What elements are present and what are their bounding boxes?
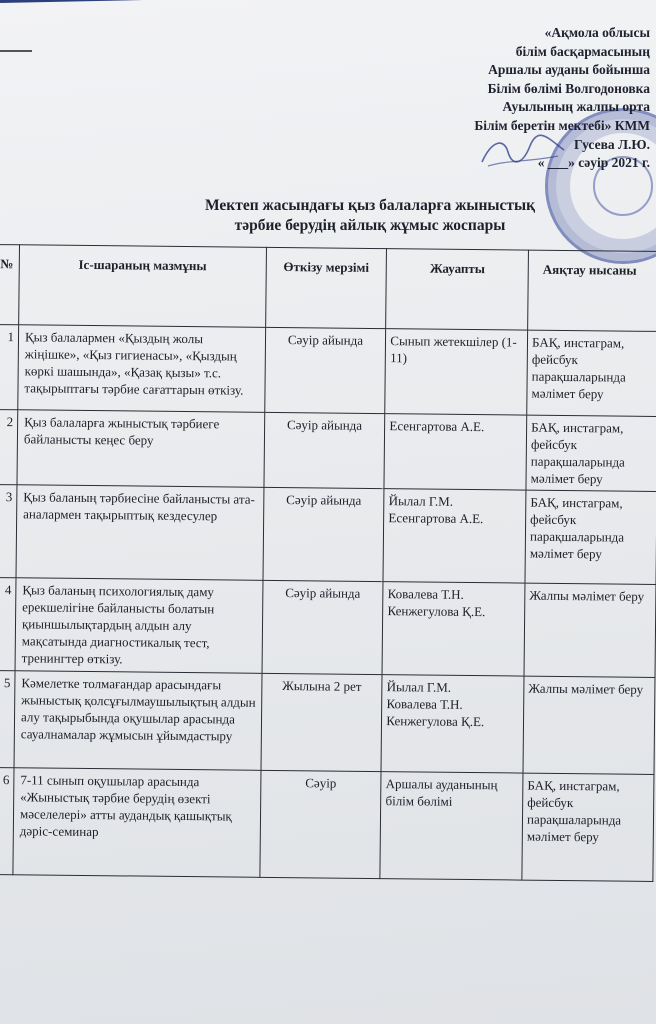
table-row — [0, 577, 656, 677]
table-row — [0, 325, 656, 417]
row-form: БАҚ, инстаграм, фейсбук парақшаларында мәлімет беру — [525, 490, 656, 584]
row-responsible: Йылал Г.М. Есенгартова А.Е. — [383, 489, 526, 583]
document-title — [160, 196, 580, 236]
table-row — [0, 670, 655, 774]
row-form: Жалпы мәлімет беру — [524, 583, 656, 677]
header-date: Өткізу мерзімі — [265, 247, 387, 328]
header-content: Іс-шараның мазмұны — [19, 245, 266, 328]
table-row — [0, 484, 656, 584]
row-num: 2 — [0, 409, 18, 484]
row-form: БАҚ, инстаграм, фейсбук парақшаларында мәлімет беру — [526, 415, 656, 491]
table-row — [0, 767, 654, 881]
corner-rule — [0, 50, 32, 52]
approval-line: Ауылының жалпы орта — [502, 99, 650, 115]
row-date: Сәуір айында — [264, 412, 386, 488]
row-responsible: Сынып жетекшілер (1-11) — [385, 329, 528, 415]
top-edge-stripe — [0, 0, 520, 3]
row-date: Сәуір айында — [264, 327, 386, 413]
row-num: 3 — [0, 484, 17, 577]
plan-table — [0, 244, 656, 882]
row-content: Қыз балалармен «Қыздың жолы жіңішке», «Қыз гигиенасы», «Қыздың көркі шашында», «Қазақ қызы» т.с. тақырыптағы тәрбие сағаттарын өткізу. — [18, 325, 265, 413]
row-num: 5 — [0, 670, 15, 767]
title-line-1: Мектеп жасындағы қыз балаларға жыныстық — [204, 197, 536, 214]
approval-line: Аршалы ауданы бойынша — [488, 62, 650, 78]
approval-line: Гусева Л.Ю. — [574, 136, 650, 152]
row-num: 4 — [0, 577, 16, 670]
approval-line: білім басқармасының — [515, 43, 650, 59]
row-content: Қыз баланың психологиялық даму ерекшелігіне байланысты болатын қиыншылықтардың алдын алу мақсатында диагностикалық тест, тренингтер өткізу. — [15, 578, 263, 674]
row-content: 7-11 сынып оқушылар арасында «Жыныстық тәрбие берудің өзекті мәселелері» атты аудандық қашықтық дәріс-семинар — [13, 768, 261, 878]
row-form: Жалпы мәлімет беру — [523, 676, 655, 774]
row-responsible: Ковалева Т.Н. Кенжегулова Қ.Е. — [382, 582, 525, 676]
row-responsible: Йылал Г.М. Ковалева Т.Н. Кенжегулова Қ.Е. — [381, 675, 524, 773]
table-header-row — [0, 245, 656, 332]
row-date: Жылына 2 рет — [261, 673, 383, 771]
row-num: 1 — [0, 325, 19, 410]
row-form: БАҚ, инстаграм, фейсбук парақшаларында мәлімет беру — [527, 330, 656, 416]
header-num: № — [0, 245, 19, 325]
approval-block — [390, 24, 650, 173]
row-num: 6 — [0, 767, 14, 874]
approval-line: « ___» сәуір 2021 г. — [537, 155, 650, 171]
approval-line: Білім бөлімі Волгодоновка — [487, 80, 650, 96]
approval-line: «Ақмола облысы — [544, 25, 650, 40]
header-form: Аяқтау нысаны — [528, 250, 656, 331]
row-responsible: Аршалы ауданының білім бөлімі — [380, 772, 523, 880]
table-row — [0, 409, 656, 491]
header-responsible: Жауапты — [386, 249, 529, 330]
row-content: Кәмелетке толмағандар арасындағы жыныстық қолсұғылмаушылықтың алдын алу тақырыбында оқушылар арасында сауалнамалар жұмысын ұйымдастыру — [14, 671, 262, 771]
row-form: БАҚ, инстаграм, фейсбук парақшаларында мәлімет беру — [522, 773, 654, 881]
approval-line: Білім беретін мектебі» КММ — [474, 117, 650, 133]
title-line-2: тәрбие берудің айлық жұмыс жоспары — [234, 217, 506, 234]
row-responsible: Есенгартова А.Е. — [384, 414, 527, 490]
row-date: Сәуір — [259, 770, 381, 878]
row-content: Қыз балаларға жыныстық тәрбиеге байланысты кеңес беру — [17, 410, 264, 488]
row-date: Сәуір айында — [262, 580, 384, 674]
row-content: Қыз баланың тәрбиесіне байланысты ата-аналармен тақырыптық кездесулер — [16, 485, 264, 581]
row-date: Сәуір айында — [263, 487, 385, 581]
